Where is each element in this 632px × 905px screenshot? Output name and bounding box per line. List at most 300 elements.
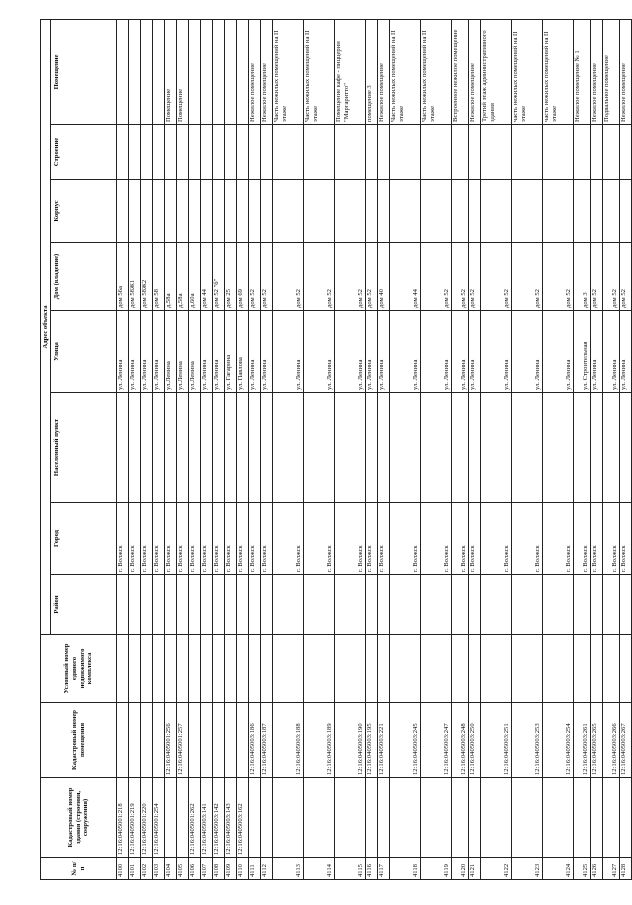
cell-complex-number	[390, 635, 421, 703]
cell-settlement	[189, 393, 201, 503]
cell-house: дом 52	[261, 243, 273, 311]
header-district: Район	[51, 575, 117, 635]
table-row	[366, 19, 378, 879]
cell-num: 4115	[335, 858, 366, 880]
cell-city: г. Волжск	[620, 503, 632, 575]
cell-structure	[620, 125, 632, 180]
cell-num: 4124	[543, 858, 574, 880]
table-row	[141, 19, 153, 879]
cell-house: дом 52	[421, 243, 452, 311]
cell-street: ул. Ленина	[141, 311, 153, 393]
header-address-group: Адрес объекта	[41, 19, 51, 634]
cell-house: дом 52 "б"	[213, 243, 225, 311]
cell-house: дом 69	[237, 243, 249, 311]
cell-settlement	[165, 393, 177, 503]
cell-district	[189, 575, 201, 635]
table-row	[261, 19, 273, 879]
cell-structure	[452, 125, 469, 180]
cell-num: 4126	[591, 858, 603, 880]
cell-street: ул. Ленина	[378, 311, 390, 393]
table-row	[304, 19, 335, 879]
cell-district	[237, 575, 249, 635]
cell-house: дом 52	[620, 243, 632, 311]
cell-street: ул. Ленина	[117, 311, 129, 393]
cell-corpus	[421, 180, 452, 243]
cell-complex-number	[273, 635, 304, 703]
cell-settlement	[117, 393, 129, 503]
cell-settlement	[421, 393, 452, 503]
cell-complex-number	[153, 635, 165, 703]
cell-num: 4123	[512, 858, 543, 880]
cell-room-cadastral: 12:16:0405003:247	[421, 703, 452, 778]
cell-corpus	[390, 180, 421, 243]
cell-street: ул. Ленина	[273, 311, 304, 393]
cell-structure	[273, 125, 304, 180]
cell-settlement	[261, 393, 273, 503]
cell-district	[591, 575, 603, 635]
cell-district	[421, 575, 452, 635]
cell-room-cadastral: 12:16:0405003:188	[273, 703, 304, 778]
cell-house: дом 56а	[117, 243, 129, 311]
cell-corpus	[591, 180, 603, 243]
table-row	[273, 19, 304, 879]
cell-num: 4120	[452, 858, 469, 880]
cell-settlement	[335, 393, 366, 503]
cell-city: г. Волжск	[452, 503, 469, 575]
cell-street: ул. Ленина	[603, 311, 620, 393]
cell-corpus	[335, 180, 366, 243]
cell-building-cadastral	[165, 778, 177, 858]
cell-complex-number	[117, 635, 129, 703]
cell-room	[153, 19, 165, 124]
cell-room-cadastral: 12:16:0405003:245	[390, 703, 421, 778]
cell-complex-number	[366, 635, 378, 703]
cell-house: дом 52	[366, 243, 378, 311]
cell-district	[452, 575, 469, 635]
cell-room	[201, 19, 213, 124]
cell-room-cadastral	[189, 703, 201, 778]
cell-house: дом 52	[481, 243, 512, 311]
cell-room: Нежилое помещение	[620, 19, 632, 124]
table-row	[153, 19, 165, 879]
cell-room: Часть нежилых помещений на II этаже	[390, 19, 421, 124]
cell-building-cadastral	[273, 778, 304, 858]
cell-district	[153, 575, 165, 635]
table-row	[335, 19, 366, 879]
cell-house: дом 58Ж1	[129, 243, 141, 311]
cell-building-cadastral	[249, 778, 261, 858]
table-row	[165, 19, 177, 879]
cell-building-cadastral: 12:16:0405003:141	[201, 778, 213, 858]
cell-street: ул. Ленина	[591, 311, 603, 393]
cell-street: ул. Ленина	[201, 311, 213, 393]
cell-city: г. Волжск	[201, 503, 213, 575]
cell-structure	[213, 125, 225, 180]
table-row	[237, 19, 249, 879]
cell-street: ул. Ленина	[620, 311, 632, 393]
cell-structure	[141, 125, 153, 180]
cell-room-cadastral: 12:16:0405003:254	[543, 703, 574, 778]
cell-street: ул. Ленина	[481, 311, 512, 393]
cell-settlement	[620, 393, 632, 503]
property-register-table	[40, 19, 632, 880]
table-body	[117, 19, 632, 879]
cell-structure	[390, 125, 421, 180]
cell-room	[189, 19, 201, 124]
cell-complex-number	[512, 635, 543, 703]
table-row	[129, 19, 141, 879]
cell-district	[129, 575, 141, 635]
cell-complex-number	[189, 635, 201, 703]
cell-corpus	[304, 180, 335, 243]
header-house: Дом (владение)	[51, 243, 117, 311]
cell-settlement	[512, 393, 543, 503]
cell-district	[117, 575, 129, 635]
cell-house: дом 52	[452, 243, 469, 311]
cell-settlement	[378, 393, 390, 503]
cell-complex-number	[421, 635, 452, 703]
cell-room-cadastral: 12:16:0405003:190	[335, 703, 366, 778]
cell-district	[603, 575, 620, 635]
cell-room: Нежилое помещение	[378, 19, 390, 124]
cell-city: г. Волжск	[117, 503, 129, 575]
cell-city: г. Волжск	[335, 503, 366, 575]
cell-district	[378, 575, 390, 635]
cell-num: 4105	[177, 858, 189, 880]
cell-room-cadastral	[201, 703, 213, 778]
cell-settlement	[177, 393, 189, 503]
cell-settlement	[129, 393, 141, 503]
cell-settlement	[366, 393, 378, 503]
table-row	[177, 19, 189, 879]
cell-room: Подвальное помещение	[603, 19, 620, 124]
header-corpus: Корпус	[51, 180, 117, 243]
cell-corpus	[469, 180, 481, 243]
cell-city: г. Волжск	[481, 503, 512, 575]
cell-building-cadastral	[304, 778, 335, 858]
cell-num: 4113	[273, 858, 304, 880]
cell-building-cadastral	[591, 778, 603, 858]
cell-house: дом 25	[225, 243, 237, 311]
cell-room-cadastral: 12:16:0405003:189	[304, 703, 335, 778]
cell-district	[335, 575, 366, 635]
cell-house: дом 52	[543, 243, 574, 311]
cell-complex-number	[574, 635, 591, 703]
cell-house: дом 52	[469, 243, 481, 311]
cell-district	[620, 575, 632, 635]
table-row	[469, 19, 481, 879]
cell-house: дом 52	[603, 243, 620, 311]
cell-settlement	[249, 393, 261, 503]
cell-settlement	[390, 393, 421, 503]
cell-room: Помещение	[177, 19, 189, 124]
cell-num: 4104	[165, 858, 177, 880]
cell-corpus	[452, 180, 469, 243]
cell-house: д.58а	[165, 243, 177, 311]
cell-building-cadastral	[366, 778, 378, 858]
cell-street: ул. Ленина	[249, 311, 261, 393]
cell-complex-number	[603, 635, 620, 703]
cell-street: ул. Ленина	[390, 311, 421, 393]
cell-street: ул. Строительная	[574, 311, 591, 393]
cell-room: Помещение кафе - пиццерии "Маргаритто"	[335, 19, 366, 124]
cell-corpus	[366, 180, 378, 243]
cell-structure	[603, 125, 620, 180]
table-row	[249, 19, 261, 879]
cell-structure	[177, 125, 189, 180]
cell-corpus	[165, 180, 177, 243]
table-row	[421, 19, 452, 879]
cell-district	[366, 575, 378, 635]
cell-structure	[201, 125, 213, 180]
cell-building-cadastral	[481, 778, 512, 858]
cell-room-cadastral	[129, 703, 141, 778]
cell-city: г. Волжск	[177, 503, 189, 575]
cell-corpus	[603, 180, 620, 243]
cell-house: дом 44	[390, 243, 421, 311]
cell-structure	[249, 125, 261, 180]
cell-settlement	[273, 393, 304, 503]
cell-settlement	[237, 393, 249, 503]
cell-city: г. Волжск	[153, 503, 165, 575]
cell-district	[261, 575, 273, 635]
cell-corpus	[213, 180, 225, 243]
cell-room: Часть нежилых помещений на II этаже	[273, 19, 304, 124]
cell-structure	[378, 125, 390, 180]
cell-num: 4128	[620, 858, 632, 880]
cell-num: 4106	[189, 858, 201, 880]
cell-room: Часть нежилых помещений на II этаже	[421, 19, 452, 124]
cell-structure	[335, 125, 366, 180]
cell-district	[201, 575, 213, 635]
cell-house: дом 52	[335, 243, 366, 311]
cell-settlement	[141, 393, 153, 503]
cell-building-cadastral: 12:16:0405001:220	[141, 778, 153, 858]
cell-city: г. Волжск	[249, 503, 261, 575]
cell-district	[543, 575, 574, 635]
cell-num: 4114	[304, 858, 335, 880]
cell-settlement	[469, 393, 481, 503]
cell-complex-number	[620, 635, 632, 703]
header-street: Улица	[51, 311, 117, 393]
cell-room-cadastral: 12:16:0405003:261	[574, 703, 591, 778]
cell-city: г. Волжск	[603, 503, 620, 575]
cell-settlement	[213, 393, 225, 503]
cell-city: г. Волжск	[591, 503, 603, 575]
cell-structure	[189, 125, 201, 180]
cell-complex-number	[129, 635, 141, 703]
cell-street: ул. Павлова	[237, 311, 249, 393]
cell-complex-number	[213, 635, 225, 703]
cell-settlement	[481, 393, 512, 503]
cell-room-cadastral: 12:16:0405003:253	[512, 703, 543, 778]
cell-building-cadastral	[261, 778, 273, 858]
cell-district	[249, 575, 261, 635]
cell-street: ул. Ленина	[335, 311, 366, 393]
cell-house: дом 58	[153, 243, 165, 311]
cell-complex-number	[165, 635, 177, 703]
header-row-top	[41, 19, 51, 879]
cell-room-cadastral	[141, 703, 153, 778]
cell-district	[213, 575, 225, 635]
header-room: Помещение	[51, 19, 117, 124]
cell-room-cadastral: 12:16:0405001:257	[177, 703, 189, 778]
cell-city: г. Волжск	[390, 503, 421, 575]
cell-structure	[512, 125, 543, 180]
cell-street: ул.Ленина	[189, 311, 201, 393]
cell-district	[481, 575, 512, 635]
cell-room	[225, 19, 237, 124]
cell-city: г. Волжск	[366, 503, 378, 575]
cell-street: ул. Ленина	[421, 311, 452, 393]
cell-complex-number	[237, 635, 249, 703]
cell-corpus	[512, 180, 543, 243]
cell-room-cadastral: 12:16:0405003:187	[261, 703, 273, 778]
cell-city: г. Волжск	[421, 503, 452, 575]
cell-structure	[366, 125, 378, 180]
cell-settlement	[543, 393, 574, 503]
cell-complex-number	[452, 635, 469, 703]
cell-street: ул. Ленина	[543, 311, 574, 393]
cell-house: д.58а	[177, 243, 189, 311]
cell-complex-number	[141, 635, 153, 703]
cell-settlement	[304, 393, 335, 503]
cell-corpus	[237, 180, 249, 243]
cell-house: дом 52	[304, 243, 335, 311]
cell-room: Часть нежилых помещений на II этаже	[304, 19, 335, 124]
cell-street: ул.Ленина	[177, 311, 189, 393]
cell-complex-number	[335, 635, 366, 703]
cell-district	[574, 575, 591, 635]
cell-room: часть нежилых помещений на II этаже	[543, 19, 574, 124]
cell-room: Нежилое помещение	[249, 19, 261, 124]
cell-structure	[591, 125, 603, 180]
table-row	[201, 19, 213, 879]
cell-room-cadastral: 12:16:0405003:266	[603, 703, 620, 778]
cell-district	[469, 575, 481, 635]
cell-corpus	[153, 180, 165, 243]
cell-building-cadastral	[469, 778, 481, 858]
cell-structure	[421, 125, 452, 180]
cell-city: г. Волжск	[237, 503, 249, 575]
cell-complex-number	[261, 635, 273, 703]
cell-street: ул. Ленина	[129, 311, 141, 393]
cell-settlement	[574, 393, 591, 503]
cell-city: г. Волжск	[574, 503, 591, 575]
cell-city: г. Волжск	[213, 503, 225, 575]
table-row	[512, 19, 543, 879]
cell-street: ул. Ленина	[366, 311, 378, 393]
cell-room: помещение 3	[366, 19, 378, 124]
cell-house: дом 52	[591, 243, 603, 311]
cell-complex-number	[469, 635, 481, 703]
cell-building-cadastral: 12:16:0405003:143	[225, 778, 237, 858]
cell-city: г. Волжск	[378, 503, 390, 575]
cell-house: д.60а	[189, 243, 201, 311]
cell-structure	[225, 125, 237, 180]
cell-corpus	[543, 180, 574, 243]
cell-room	[117, 19, 129, 124]
cell-room: Встроенное нежилое помещение	[452, 19, 469, 124]
cell-room: Нежилое помещение № 1	[574, 19, 591, 124]
cell-room	[141, 19, 153, 124]
cell-district	[165, 575, 177, 635]
cell-complex-number	[249, 635, 261, 703]
cell-num: 4103	[153, 858, 165, 880]
cell-street: ул. Ленина	[261, 311, 273, 393]
cell-district	[273, 575, 304, 635]
cell-num: 4110	[237, 858, 249, 880]
cell-room-cadastral	[117, 703, 129, 778]
cell-room	[213, 19, 225, 124]
cell-street: ул. Ленина	[213, 311, 225, 393]
cell-building-cadastral	[421, 778, 452, 858]
cell-city: г. Волжск	[543, 503, 574, 575]
cell-room	[129, 19, 141, 124]
cell-room-cadastral: 12:16:0405003:250	[469, 703, 481, 778]
cell-room: Третий этаж административного здания	[481, 19, 512, 124]
cell-corpus	[261, 180, 273, 243]
cell-building-cadastral	[543, 778, 574, 858]
table-row	[620, 19, 632, 879]
cell-corpus	[249, 180, 261, 243]
cell-room-cadastral: 12:16:0405003:186	[249, 703, 261, 778]
cell-num: 4107	[201, 858, 213, 880]
cell-num: 4101	[129, 858, 141, 880]
cell-building-cadastral: 12:16:0405001:219	[129, 778, 141, 858]
cell-city: г. Волжск	[129, 503, 141, 575]
cell-house: дом 52	[512, 243, 543, 311]
cell-room-cadastral	[213, 703, 225, 778]
cell-num: 4112	[261, 858, 273, 880]
cell-num: 4125	[574, 858, 591, 880]
cell-settlement	[201, 393, 213, 503]
cell-room: Нежилое помещение	[469, 19, 481, 124]
cell-num: 4109	[225, 858, 237, 880]
cell-complex-number	[177, 635, 189, 703]
cell-corpus	[177, 180, 189, 243]
cell-corpus	[189, 180, 201, 243]
table-row	[481, 19, 512, 879]
table-row	[213, 19, 225, 879]
cell-num: 4111	[249, 858, 261, 880]
cell-complex-number	[481, 635, 512, 703]
cell-street: ул. Ленина	[452, 311, 469, 393]
cell-corpus	[273, 180, 304, 243]
table-row	[117, 19, 129, 879]
cell-city: г. Волжск	[189, 503, 201, 575]
cell-room-cadastral: 12:16:0405003:251	[481, 703, 512, 778]
cell-structure	[261, 125, 273, 180]
table-row	[378, 19, 390, 879]
cell-city: г. Волжск	[141, 503, 153, 575]
cell-num: 4116	[366, 858, 378, 880]
cell-corpus	[225, 180, 237, 243]
cell-street: ул. Гагарина	[225, 311, 237, 393]
cell-building-cadastral: 12:16:0405001:254	[153, 778, 165, 858]
cell-structure	[153, 125, 165, 180]
cell-room-cadastral: 12:16:0405001:256	[165, 703, 177, 778]
cell-corpus	[141, 180, 153, 243]
cell-room	[237, 19, 249, 124]
cell-building-cadastral	[390, 778, 421, 858]
cell-room-cadastral: 12:16:0405003:267	[620, 703, 632, 778]
cell-city: г. Волжск	[273, 503, 304, 575]
cell-city: г. Волжск	[261, 503, 273, 575]
cell-building-cadastral	[335, 778, 366, 858]
cell-structure	[304, 125, 335, 180]
cell-house: дом 52	[273, 243, 304, 311]
